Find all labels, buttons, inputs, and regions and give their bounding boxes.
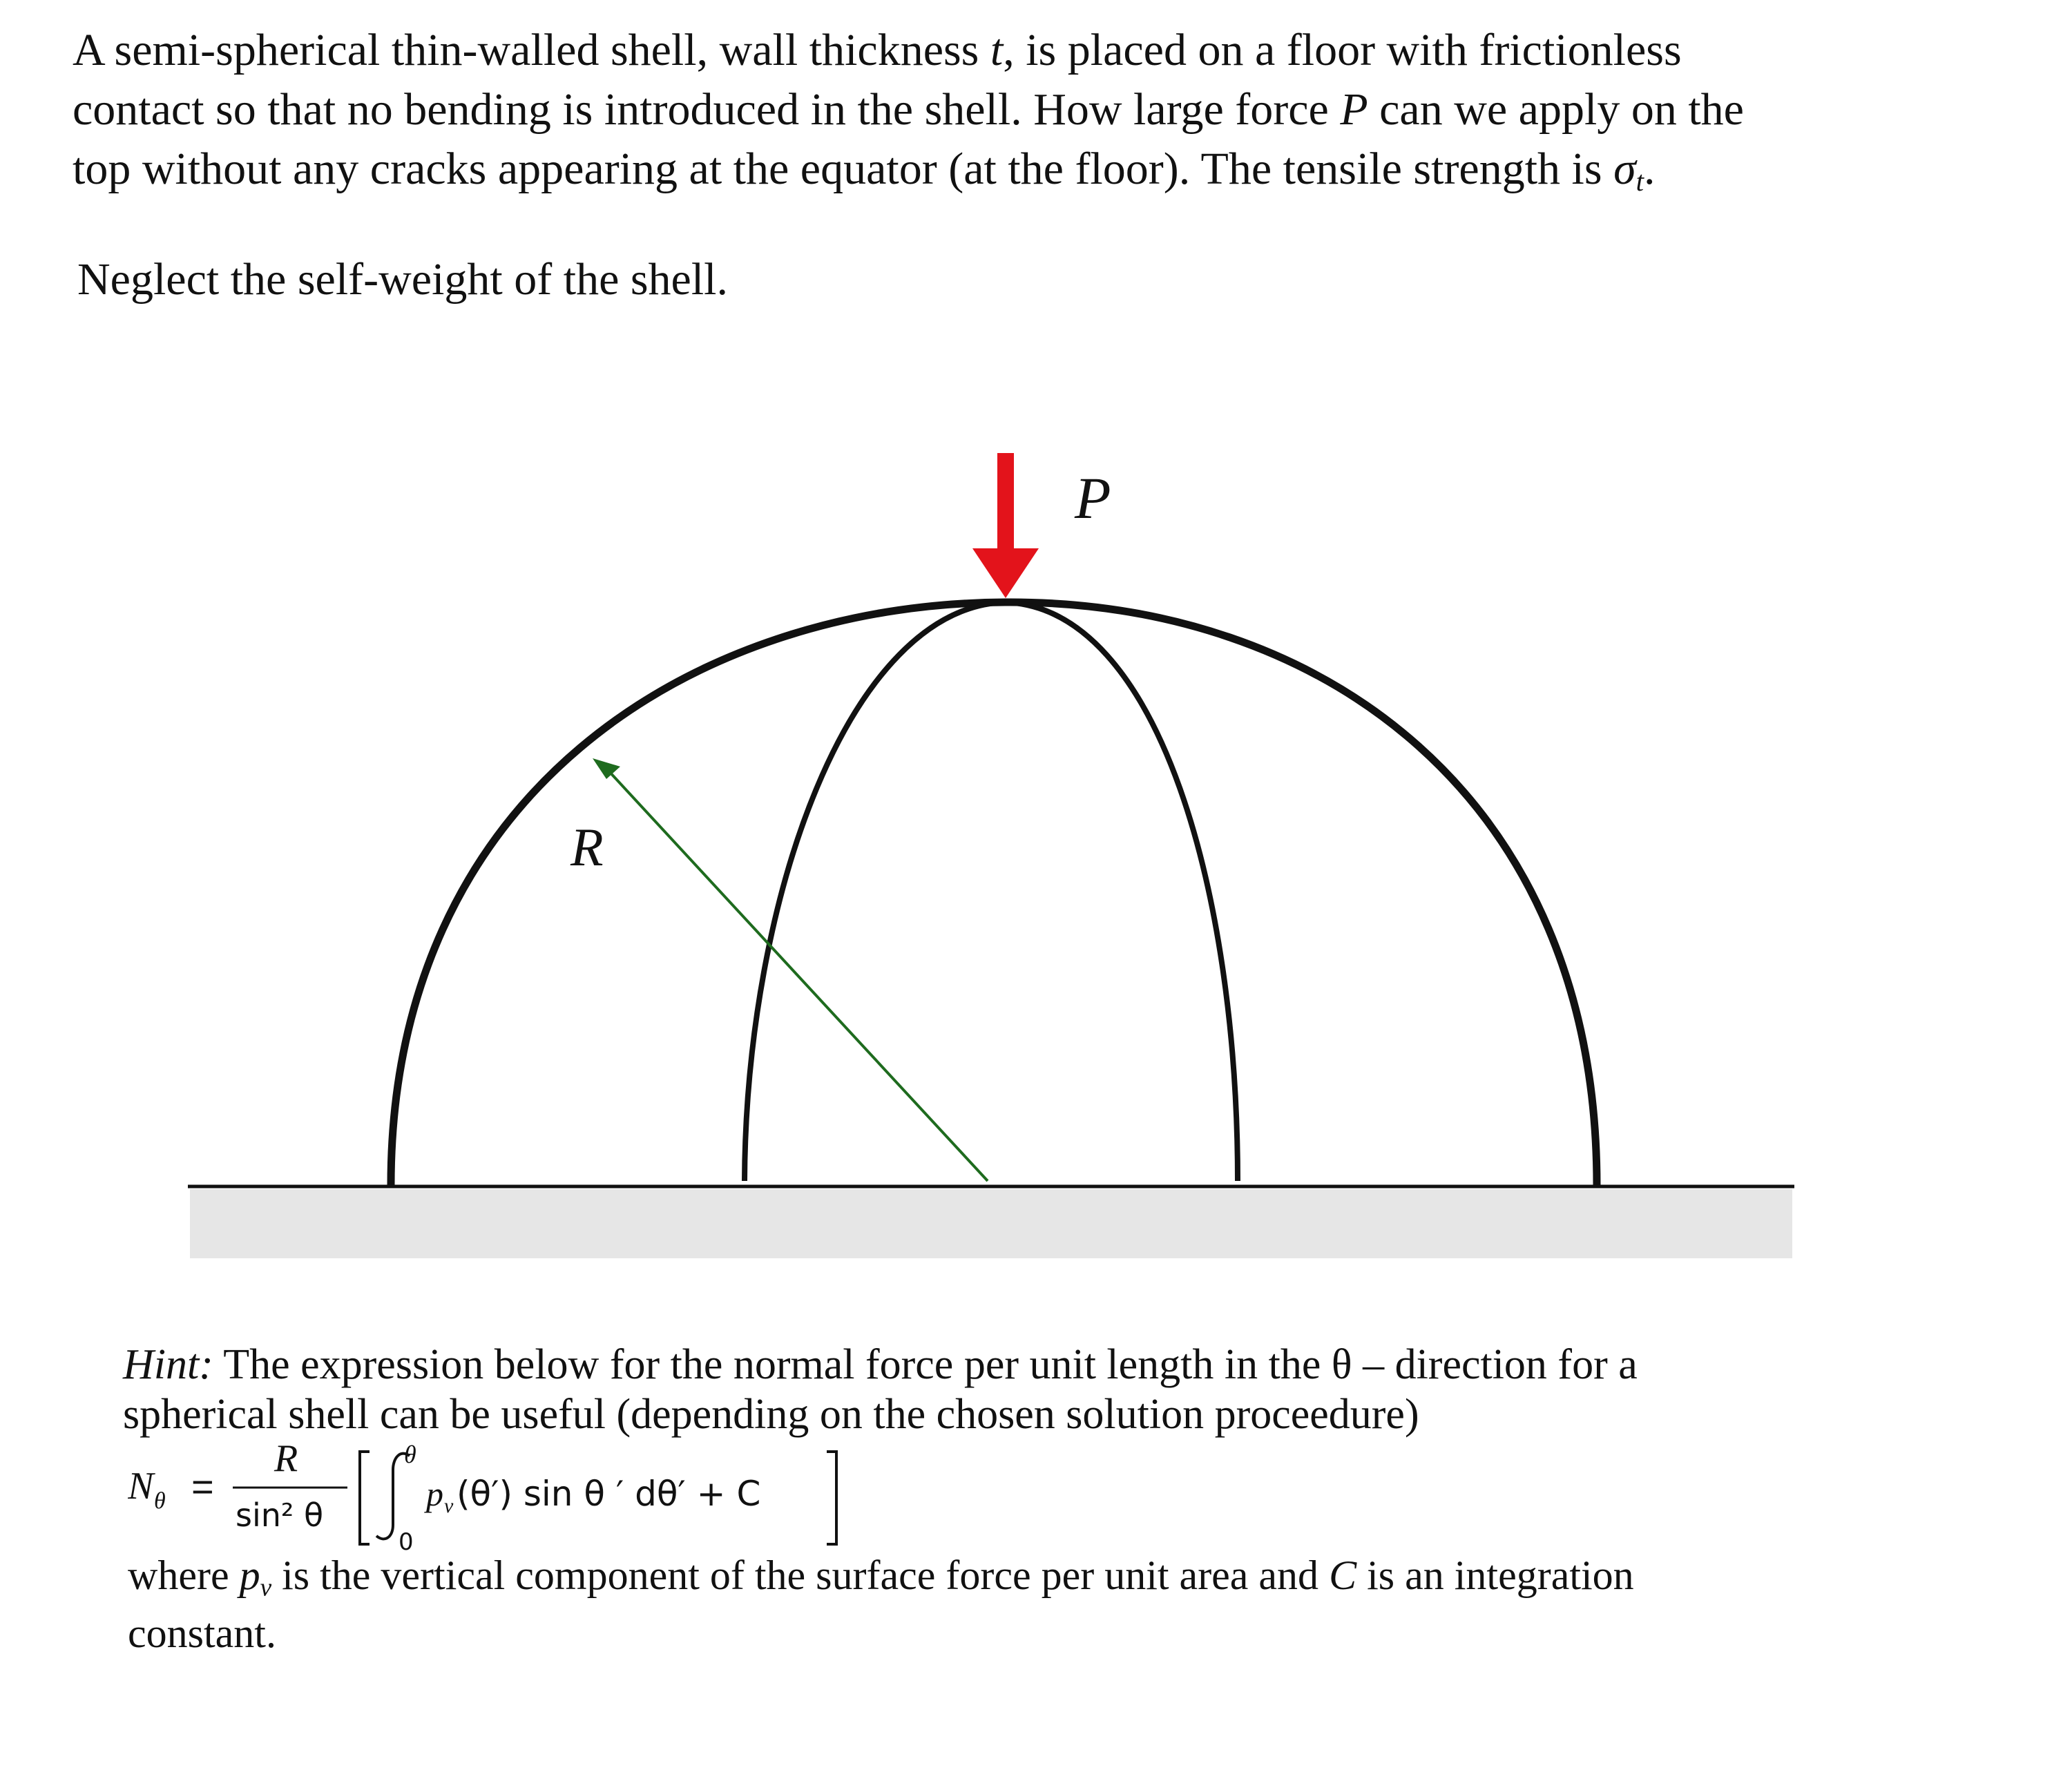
meridian-right [1005, 602, 1238, 1181]
constant-symbol: C [1329, 1552, 1357, 1598]
pv-symbol: p [239, 1552, 260, 1598]
floor-area [190, 1189, 1792, 1258]
where-line-1 [128, 1552, 1993, 1610]
hint-line-1 [123, 1340, 1988, 1389]
problem-line-2-text: contact so that no bending is introduced in the shell. How large force [73, 84, 1341, 135]
formula-lhs: N [128, 1465, 154, 1508]
formula-lhs-sub: θ [154, 1488, 166, 1514]
hint-line-2: spherical shell can be useful (depending on the chosen solution proceedure) [123, 1391, 1419, 1438]
force-label: P [1075, 465, 1111, 531]
lower-limit: 0 [399, 1528, 414, 1552]
hint-label: Hint: [123, 1341, 213, 1388]
where-end: is an integration [1356, 1552, 1634, 1598]
problem-line-1-end: , is placed on a floor with frictionless [1003, 25, 1682, 75]
hint-line-1-text: The expression below for the normal force per unit length in the θ – direction for a [213, 1341, 1638, 1388]
hint-text [123, 1340, 1988, 1439]
meridian-left [745, 602, 1005, 1181]
normal-force-formula [128, 1442, 957, 1552]
where-pre: where [128, 1552, 240, 1598]
integrand-p: p [426, 1474, 443, 1513]
where-mid: is the vertical component of the surface force per unit area and [271, 1552, 1330, 1598]
neglect-note: Neglect the self-weight of the shell. [77, 254, 729, 305]
shell-outline [391, 602, 1597, 1185]
problem-line-3-text: top without any cracks appearing at the equator (at the floor). The tensile strength is [73, 144, 1614, 194]
formula-denominator: sin² θ [236, 1497, 324, 1534]
thickness-variable: t [990, 25, 1004, 75]
formula-equals: = [191, 1465, 214, 1508]
radius-arrowhead [593, 758, 620, 779]
upper-limit: θ [404, 1442, 416, 1468]
where-line-2: constant. [128, 1610, 276, 1657]
force-variable: P [1340, 84, 1368, 135]
integrand-rest: (θ′) sin θ ′ dθ′ + C [457, 1474, 761, 1514]
left-bracket [360, 1452, 370, 1544]
pv-subscript: v [260, 1573, 272, 1602]
problem-line-2-end: can we apply on the [1368, 84, 1744, 135]
radius-label: R [570, 817, 604, 877]
sigma-symbol: σ [1613, 144, 1636, 194]
integrand-sub: v [444, 1494, 454, 1517]
force-arrow-icon [972, 453, 1039, 598]
problem-line-3-end: . [1644, 144, 1656, 194]
where-text [128, 1552, 1993, 1656]
problem-line-1-text: A semi-spherical thin-walled shell, wall thickness [73, 25, 990, 75]
right-bracket [827, 1452, 836, 1544]
formula-numerator: R [274, 1442, 298, 1480]
sigma-subscript: t [1635, 166, 1644, 198]
